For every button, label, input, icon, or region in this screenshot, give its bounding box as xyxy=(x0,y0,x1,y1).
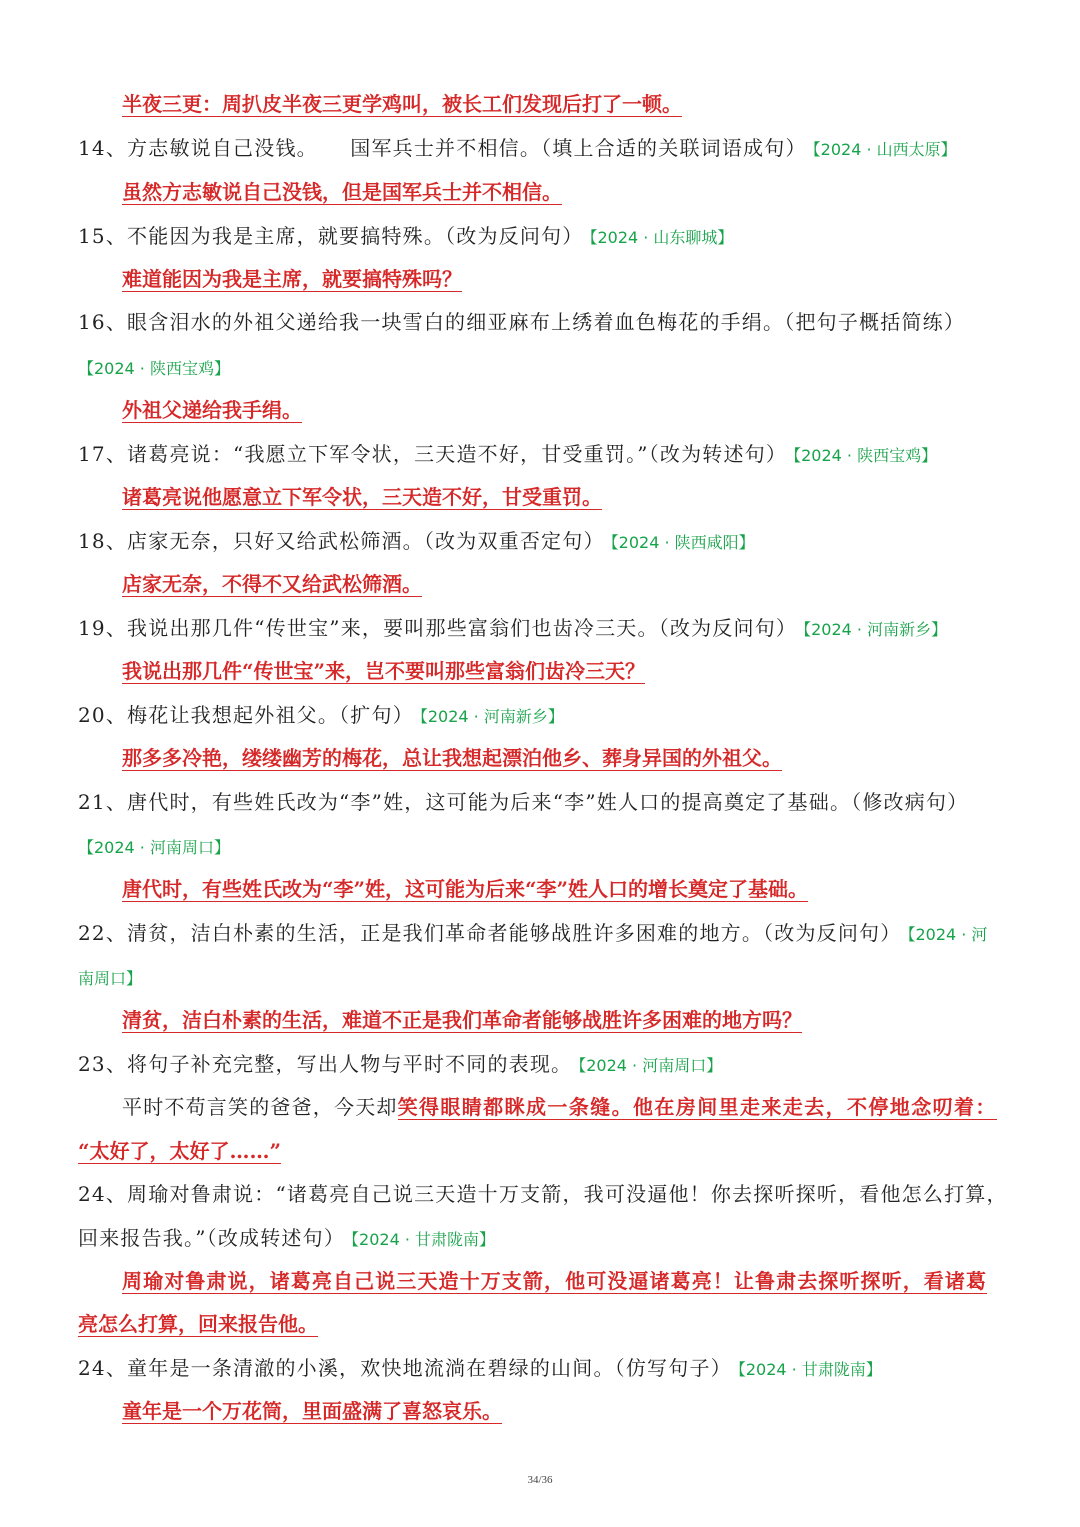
question-text: 21、唐代时，有些姓氏改为“李”姓，这可能为后来“李”姓人口的提高奠定了基础。（修改病句） xyxy=(78,790,969,814)
question-text-continued: 回来报告我。”（改成转述句） xyxy=(78,1226,346,1250)
answer-line xyxy=(122,1397,502,1425)
answer-text-continued: 亮怎么打算，回来报告他。 xyxy=(78,1312,318,1336)
answer-line xyxy=(122,396,302,424)
source-tag-continued: 南周口】 xyxy=(78,969,143,988)
question-14 xyxy=(78,134,957,164)
answer-text: 诸葛亮说他愿意立下军令状，三天造不好，甘受重罚。 xyxy=(122,485,602,509)
answer-text: 我说出那几件“传世宝”来，岂不要叫那些富翁们齿冷三天？ xyxy=(122,659,646,683)
source-tag: 【2024 · 甘肃陇南】 xyxy=(351,1230,496,1249)
question-text: 24、周瑜对鲁肃说：“诸葛亮自己说三天造十万支箭，我可没逼他！你去探听探听，看他怎么打算， xyxy=(78,1182,1008,1206)
question-19 xyxy=(78,614,947,644)
question-text: 19、我说出那几件“传世宝”来，要叫那些富翁们也齿冷三天。（改为反问句） xyxy=(78,616,798,640)
answer-line xyxy=(122,875,808,903)
answer-line xyxy=(122,90,682,118)
question-24 xyxy=(78,1180,1008,1208)
source-tag: 【2024 · 陕西宝鸡】 xyxy=(793,446,938,465)
question-text: 17、诸葛亮说：“我愿立下军令状，三天造不好，甘受重罚。”（改为转述句） xyxy=(78,442,788,466)
fill-in-line xyxy=(122,1093,997,1121)
question-text: 15、不能因为我是主席，就要搞特殊。（改为反问句） xyxy=(78,224,584,248)
question-22 xyxy=(78,919,987,949)
question-text: 14、方志敏说自己没钱。 国军兵士并不相信。（填上合适的关联词语成句） xyxy=(78,136,807,160)
answer-line xyxy=(122,1267,987,1295)
answer-text: 清贫，洁白朴素的生活，难道不正是我们革命者能够战胜许多困难的地方吗？ xyxy=(122,1008,802,1032)
answer-line xyxy=(122,570,422,598)
question-text: 20、梅花让我想起外祖父。（扩句） xyxy=(78,703,414,727)
source-tag: 【2024 · 陕西咸阳】 xyxy=(610,533,755,552)
question-23 xyxy=(78,1050,722,1080)
tag-line xyxy=(78,353,230,383)
question-15 xyxy=(78,222,733,252)
source-tag: 【2024 · 河南新乡】 xyxy=(803,620,948,639)
answer-text: 唐代时，有些姓氏改为“李”姓，这可能为后来“李”姓人口的增长奠定了基础。 xyxy=(122,877,809,901)
source-tag: 【2024 · 河 xyxy=(907,925,988,944)
answer-text: 店家无奈，不得不又给武松筛酒。 xyxy=(122,572,422,596)
answer-line xyxy=(122,657,645,685)
answer-text: 半夜三更：周扒皮半夜三更学鸡叫，被长工们发现后打了一顿。 xyxy=(122,92,682,116)
question-text: 22、清贫，洁白朴素的生活，正是我们革命者能够战胜许多困难的地方。（改为反问句） xyxy=(78,921,902,945)
source-tag: 【2024 · 甘肃陇南】 xyxy=(737,1360,882,1379)
tag-line xyxy=(78,832,230,862)
answer-line xyxy=(78,1137,281,1165)
question-24b xyxy=(78,1354,882,1384)
question-17 xyxy=(78,440,937,470)
source-tag: 【2024 · 河南周口】 xyxy=(578,1056,723,1075)
answer-line xyxy=(78,1310,318,1338)
source-tag: 【2024 · 陕西宝鸡】 xyxy=(78,359,230,378)
answer-text-continued: “太好了，太好了……” xyxy=(78,1139,282,1163)
answer-text: 难道能因为我是主席，就要搞特殊吗？ xyxy=(122,267,462,291)
answer-text: 童年是一个万花筒，里面盛满了喜怒哀乐。 xyxy=(122,1399,502,1423)
page-number: 34/36 xyxy=(527,1474,553,1486)
answer-text: 外祖父递给我手绢。 xyxy=(122,398,302,422)
answer-line xyxy=(122,1006,802,1034)
question-text: 16、眼含泪水的外祖父递给我一块雪白的细亚麻布上绣着血色梅花的手绢。（把句子概括简练） xyxy=(78,310,966,334)
answer-line xyxy=(122,483,602,511)
question-text: 18、店家无奈，只好又给武松筛酒。（改为双重否定句） xyxy=(78,529,605,553)
source-tag: 【2024 · 山东聊城】 xyxy=(589,228,734,247)
answer-line xyxy=(122,744,782,772)
question-21 xyxy=(78,788,968,816)
question-18 xyxy=(78,527,755,557)
source-tag: 【2024 · 河南新乡】 xyxy=(419,707,564,726)
question-24-continued xyxy=(78,1224,495,1254)
question-20 xyxy=(78,701,564,731)
question-text: 23、将句子补充完整，写出人物与平时不同的表现。 xyxy=(78,1052,573,1076)
answer-text: 那多多冷艳，缕缕幽芳的梅花，总让我想起漂泊他乡、葬身异国的外祖父。 xyxy=(122,746,782,770)
answer-text: 笑得眼睛都眯成一条缝。他在房间里走来走去，不停地念叨着： xyxy=(397,1095,997,1119)
answer-text: 虽然方志敏说自己没钱，但是国军兵士并不相信。 xyxy=(122,180,562,204)
source-tag: 【2024 · 河南周口】 xyxy=(78,838,230,857)
tag-line xyxy=(78,963,142,993)
answer-text: 周瑜对鲁肃说，诸葛亮自己说三天造十万支箭，他可没逼诸葛亮！让鲁肃去探听探听，看诸葛 xyxy=(122,1269,988,1293)
question-16 xyxy=(78,308,965,336)
fill-in-prefix: 平时不苟言笑的爸爸，今天却 xyxy=(122,1095,398,1119)
question-text: 24、童年是一条清澈的小溪，欢快地流淌在碧绿的山间。（仿写句子） xyxy=(78,1356,732,1380)
answer-line xyxy=(122,265,462,293)
answer-line xyxy=(122,178,562,206)
source-tag: 【2024 · 山西太原】 xyxy=(812,140,957,159)
